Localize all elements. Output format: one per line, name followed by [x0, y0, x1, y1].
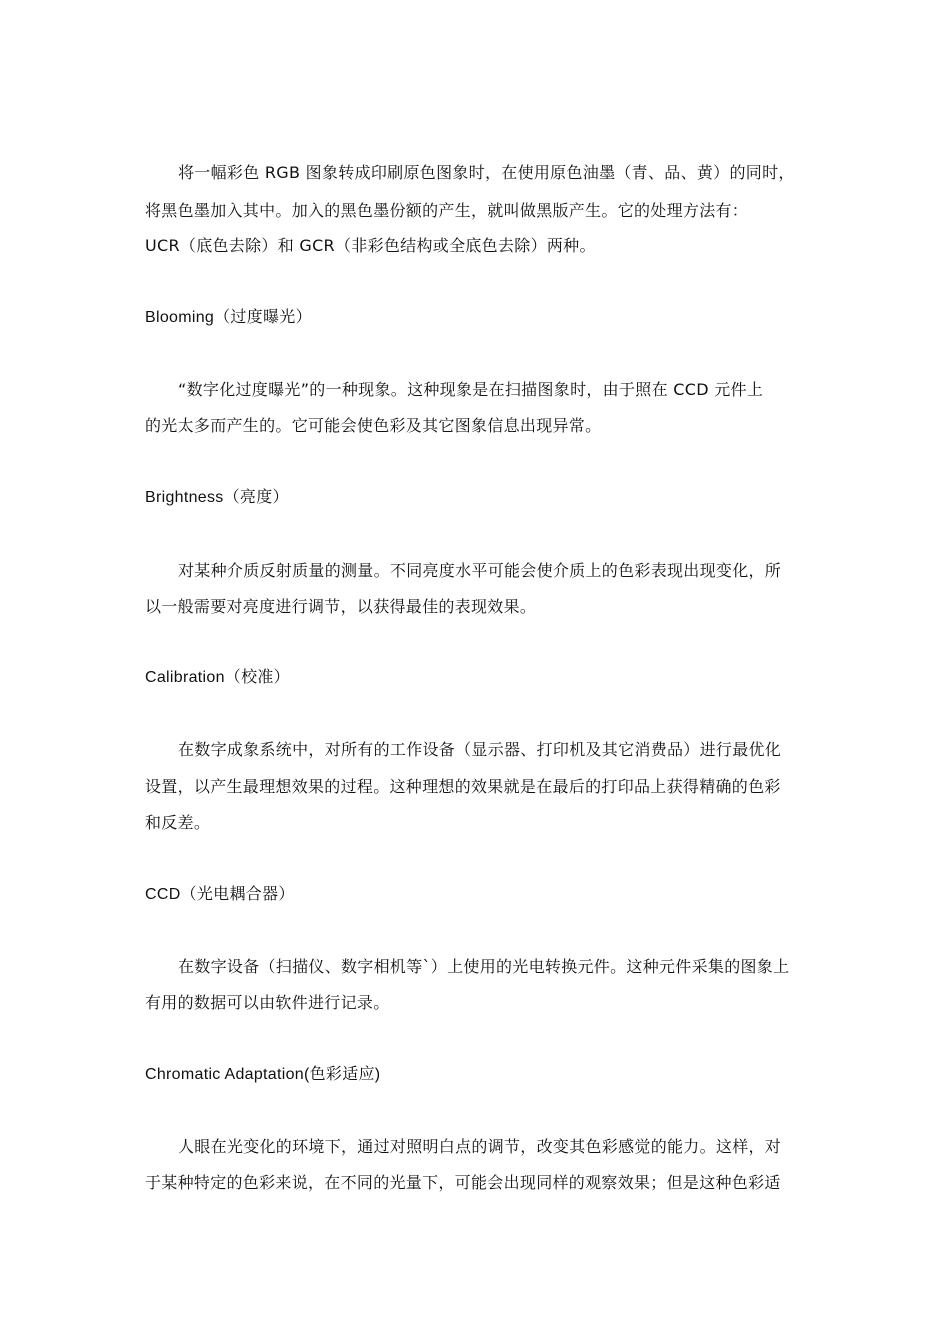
definition-calibration-line-2: 设置，以产生最理想效果的过程。这种理想的效果就是在最后的打印品上获得精确的色彩: [145, 777, 781, 796]
intro-paragraph-line-3: UCR（底色去除）和 GCR（非彩色结构或全底色去除）两种。: [145, 236, 596, 255]
definition-blooming-line-1: “数字化过度曝光”的一种现象。这种现象是在扫描图象时，由于照在 CCD 元件上: [178, 380, 764, 399]
term-heading-blooming: Blooming（过度曝光）: [145, 309, 312, 326]
term-heading-brightness: Brightness（亮度）: [145, 489, 289, 506]
definition-calibration-line-3: 和反差。: [145, 813, 211, 832]
definition-chromatic-adaptation-line-2: 于某种特定的色彩来说，在不同的光量下，可能会出现同样的观察效果；但是这种色彩适: [145, 1173, 781, 1192]
definition-chromatic-adaptation-line-1: 人眼在光变化的环境下，通过对照明白点的调节，改变其色彩感觉的能力。这样，对: [178, 1137, 782, 1156]
definition-brightness-line-1: 对某种介质反射质量的测量。不同亮度水平可能会使介质上的色彩表现出现变化，所: [178, 561, 782, 580]
intro-paragraph-line-2: 将黑色墨加入其中。加入的黑色墨份额的产生，就叫做黑版产生。它的处理方法有：: [145, 201, 749, 220]
definition-brightness-line-2: 以一般需要对亮度进行调节，以获得最佳的表现效果。: [145, 597, 537, 616]
definition-calibration-line-1: 在数字成象系统中，对所有的工作设备（显示器、打印机及其它消费品）进行最优化: [178, 740, 782, 759]
intro-paragraph-line-1: 将一幅彩色 RGB 图象转成印刷原色图象时，在使用原色油墨（青、品、黄）的同时，: [178, 163, 795, 182]
definition-blooming-line-2: 的光太多而产生的。它可能会使色彩及其它图象信息出现异常。: [145, 416, 602, 435]
term-heading-calibration: Calibration（校准）: [145, 669, 290, 686]
term-heading-chromatic-adaptation: Chromatic Adaptation(色彩适应): [145, 1066, 381, 1083]
term-heading-ccd: CCD（光电耦合器）: [145, 886, 295, 903]
definition-ccd-line-1: 在数字设备（扫描仪、数字相机等`）上使用的光电转换元件。这种元件采集的图象上: [178, 957, 790, 976]
definition-ccd-line-2: 有用的数据可以由软件进行记录。: [145, 993, 390, 1012]
